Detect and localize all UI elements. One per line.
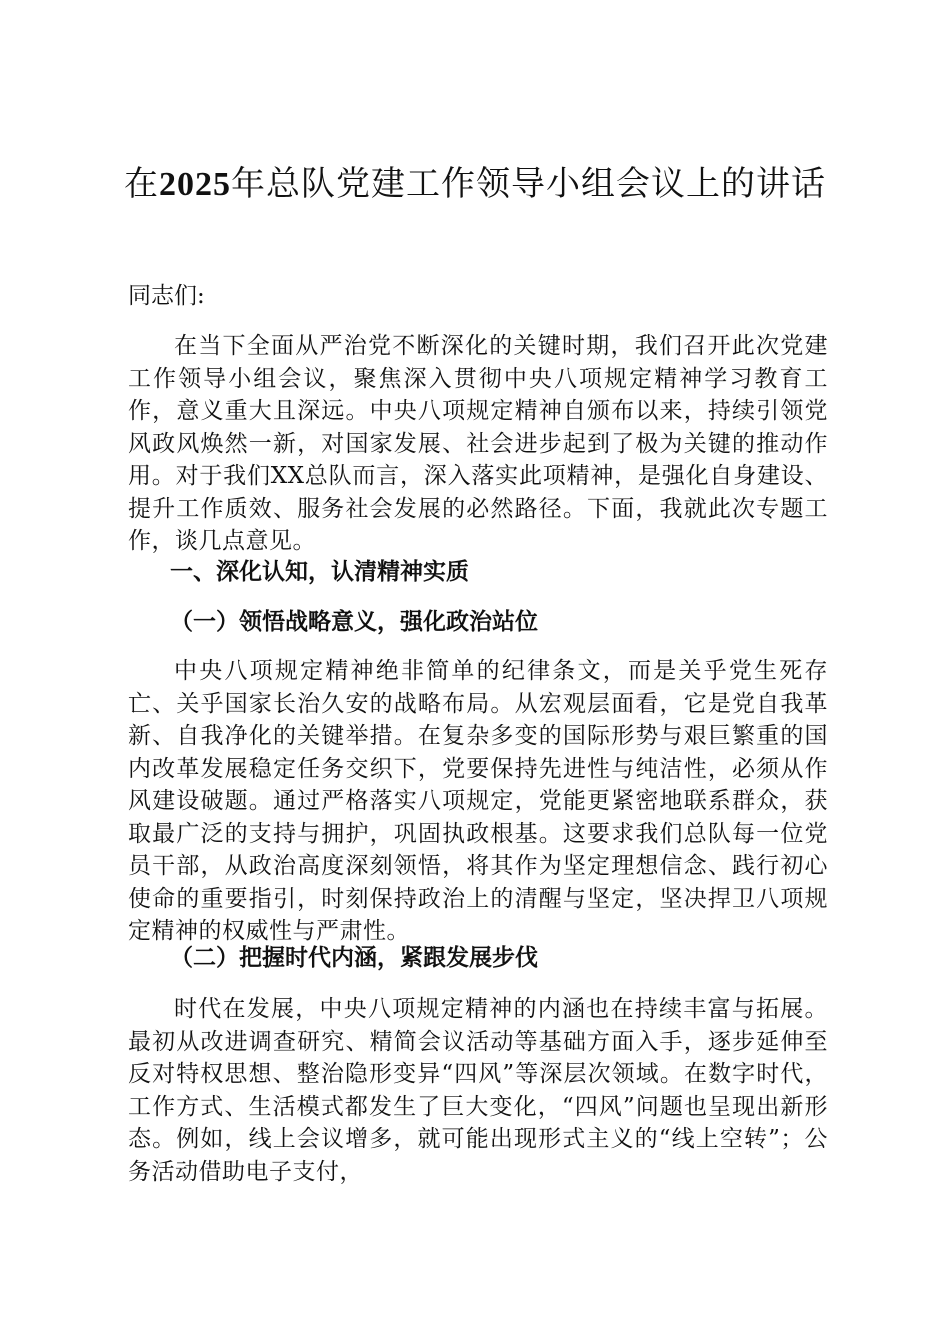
title-year: 2025 xyxy=(159,166,231,203)
title-prefix: 在 xyxy=(124,164,159,204)
paragraph-strategic-significance: 中央八项规定精神绝非简单的纪律条文，而是关乎党生死存亡、关乎国家长治久安的战略布局。从宏观层面看，它是党自我革新、自我净化的关键举措。在复杂多变的国际形势与艰巨繁重的国内改革发展稳定任务交织下，党要保持先进性与纯洁性，必须从作风建设破题。通过严格落实八项规定，党能更紧密地联系群众，获取最广泛的支持与拥护，巩固执政根基。这要求我们总队每一位党员干部，从政治高度深刻领悟，将其作为坚定理想信念、践行初心使命的重要指引，时刻保持政治上的清醒与坚定，坚决捍卫八项规定精神的权威性与严肃性。 xyxy=(128,658,828,944)
document-title xyxy=(120,160,830,209)
section-heading-1: 一、深化认知，认清精神实质 xyxy=(170,559,469,585)
subsection-heading-1: （一）领悟战略意义，强化政治站位 xyxy=(170,609,538,635)
title-rest: 年总队党建工作领导小组会议上的讲话 xyxy=(231,164,826,204)
salutation: 同志们: xyxy=(128,283,205,309)
paragraph-intro: 在当下全面从严治党不断深化的关键时期，我们召开此次党建工作领导小组会议，聚焦深入贯彻中央八项规定精神学习教育工作，意义重大且深远。中央八项规定精神自颁布以来，持续引领党风政风焕然一新，对国家发展、社会进步起到了极为关键的推动作用。对于我们XX总队而言，深入落实此项精神，是强化自身建设、提升工作质效、服务社会发展的必然路径。下面，我就此次专题工作，谈几点意见。 xyxy=(128,333,828,554)
subsection-heading-2: （二）把握时代内涵，紧跟发展步伐 xyxy=(170,945,538,971)
paragraph-era-connotation: 时代在发展，中央八项规定精神的内涵也在持续丰富与拓展。最初从改进调查研究、精简会议活动等基础方面入手，逐步延伸至反对特权思想、整治隐形变异“四风”等深层次领域。在数字时代，工作方式、生活模式都发生了巨大变化，“四风”问题也呈现出新形态。例如，线上会议增多，就可能出现形式主义的“线上空转”；公务活动借助电子支付， xyxy=(128,996,828,1185)
